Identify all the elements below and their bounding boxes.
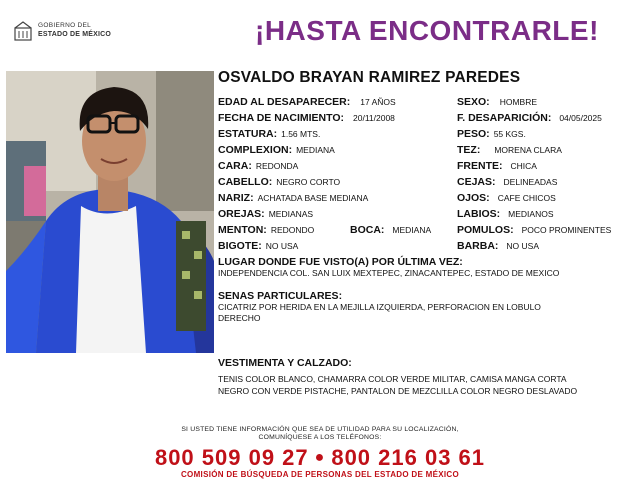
- field-edad: [218, 96, 396, 108]
- tez-label: TEZ:: [457, 144, 481, 156]
- pomulos-label: POMULOS:: [457, 224, 514, 236]
- edad-value: 17 AÑOS: [360, 97, 396, 107]
- vestimenta-line1: TENIS COLOR BLANCO, CHAMARRA COLOR VERDE MILITAR, CAMISA MANGA CORTA: [218, 374, 567, 384]
- labios-value: MEDIANOS: [508, 209, 554, 219]
- senas-title: SENAS PARTICULARES:: [218, 290, 343, 302]
- frente-value: CHICA: [510, 161, 537, 171]
- complexion-label: COMPLEXION:: [218, 144, 293, 156]
- barba-value: NO USA: [506, 241, 540, 251]
- nariz-label: NARIZ:: [218, 192, 254, 204]
- field-cabello: [218, 176, 340, 188]
- cabello-label: CABELLO:: [218, 176, 273, 188]
- headline: ¡HASTA ENCONTRARLE!: [255, 15, 599, 46]
- fnac-value: 20/11/2008: [353, 113, 395, 123]
- fdes-value: 04/05/2025: [559, 113, 602, 123]
- field-ojos: [457, 192, 556, 204]
- lugar-text: INDEPENDENCIA COL. SAN LUIX MEXTEPEC, ZINACANTEPEC, ESTADO DE MEXICO: [218, 268, 560, 278]
- menton-value: REDONDO: [270, 225, 315, 235]
- menton-label: MENTON:: [218, 224, 267, 236]
- barba-label: BARBA:: [457, 240, 499, 252]
- nariz-value: ACHATADA BASE MEDIANA: [257, 193, 369, 203]
- sexo-label: SEXO:: [457, 96, 490, 108]
- field-menton: [218, 224, 314, 236]
- peso-value: 55 KGS.: [493, 129, 526, 139]
- gov-name-line2: ESTADO DE MÉXICO: [38, 31, 112, 38]
- frente-label: FRENTE:: [457, 160, 503, 172]
- field-fecha-desaparicion: [457, 112, 602, 124]
- contact-note: [0, 426, 640, 442]
- commission-name: COMISIÓN DE BÚSQUEDA DE PERSONAS DEL ESTADO DE MÉXICO: [180, 470, 459, 479]
- bigote-label: BIGOTE:: [218, 240, 262, 252]
- senas-line2: DERECHO: [218, 313, 261, 323]
- sexo-value: HOMBRE: [499, 97, 537, 107]
- person-name: OSVALDO BRAYAN RAMIREZ PAREDES: [218, 69, 521, 86]
- bigote-value: NO USA: [265, 241, 299, 251]
- labios-label: LABIOS:: [457, 208, 501, 220]
- estatura-label: ESTATURA:: [218, 128, 278, 140]
- cabello-value: NEGRO CORTO: [276, 177, 341, 187]
- gov-name-line1: GOBIERNO DEL: [38, 22, 92, 29]
- fnac-label: FECHA DE NACIMIENTO:: [218, 112, 344, 124]
- boca-value: MEDIANA: [392, 225, 432, 235]
- cara-label: CARA:: [218, 160, 252, 172]
- field-boca: [350, 224, 431, 236]
- edad-label: EDAD AL DESAPARECER:: [218, 96, 351, 108]
- contact-note-line2: COMUNÍQUESE A LOS TELÉFONOS:: [258, 434, 382, 441]
- field-nariz: [218, 192, 368, 204]
- cara-value: REDONDA: [255, 161, 299, 171]
- vestimenta-line2: NEGRO CON VERDE PISTACHE, PANTALON DE MEZCLILLA COLOR NEGRO DESLAVADO: [218, 386, 578, 396]
- person-photo: [6, 71, 214, 353]
- field-complexion: [218, 144, 335, 156]
- ojos-value: CAFE CHICOS: [497, 193, 556, 203]
- boca-label: BOCA:: [350, 224, 385, 236]
- field-estatura: [218, 128, 320, 140]
- field-peso: [457, 128, 526, 140]
- field-tez: [457, 144, 562, 156]
- tez-value: MORENA CLARA: [494, 145, 562, 155]
- ojos-label: OJOS:: [457, 192, 490, 204]
- field-cejas: [457, 176, 557, 188]
- field-sexo: [457, 96, 537, 108]
- coat-of-arms-icon: [12, 20, 34, 42]
- field-orejas: [218, 208, 313, 220]
- field-pomulos: [457, 224, 611, 236]
- field-fecha-nacimiento: [218, 112, 395, 124]
- field-labios: [457, 208, 554, 220]
- peso-label: PESO:: [457, 128, 490, 140]
- field-frente: [457, 160, 537, 172]
- government-logo: [12, 20, 122, 46]
- complexion-value: MEDIANA: [296, 145, 335, 155]
- cejas-label: CEJAS:: [457, 176, 496, 188]
- orejas-value: MEDIANAS: [268, 209, 314, 219]
- orejas-label: OREJAS:: [218, 208, 265, 220]
- vestimenta-title: VESTIMENTA Y CALZADO:: [218, 357, 352, 369]
- estatura-value: 1.56 MTS.: [281, 129, 321, 139]
- senas-line1: CICATRIZ POR HERIDA EN LA MEJILLA IZQUIERDA, PERFORACION EN LOBULO: [218, 302, 541, 312]
- field-cara: [218, 160, 298, 172]
- cejas-value: DELINEADAS: [503, 177, 558, 187]
- phone-numbers: [0, 445, 640, 471]
- pomulos-value: POCO PROMINENTES: [521, 225, 612, 235]
- lugar-title: LUGAR DONDE FUE VISTO(A) POR ÚLTIMA VEZ:: [218, 256, 463, 268]
- contact-note-line1: SI USTED TIENE INFORMACIÓN QUE SEA DE UTILIDAD PARA SU LOCALIZACIÓN,: [181, 426, 459, 433]
- phone-2[interactable]: 800 216 03 61: [331, 445, 486, 470]
- phone-1[interactable]: 800 509 09 27: [154, 445, 309, 470]
- fdes-label: F. DESAPARICIÓN:: [457, 112, 552, 124]
- field-barba: [457, 240, 539, 252]
- field-bigote: [218, 240, 298, 252]
- bullet-icon: ●: [314, 449, 326, 466]
